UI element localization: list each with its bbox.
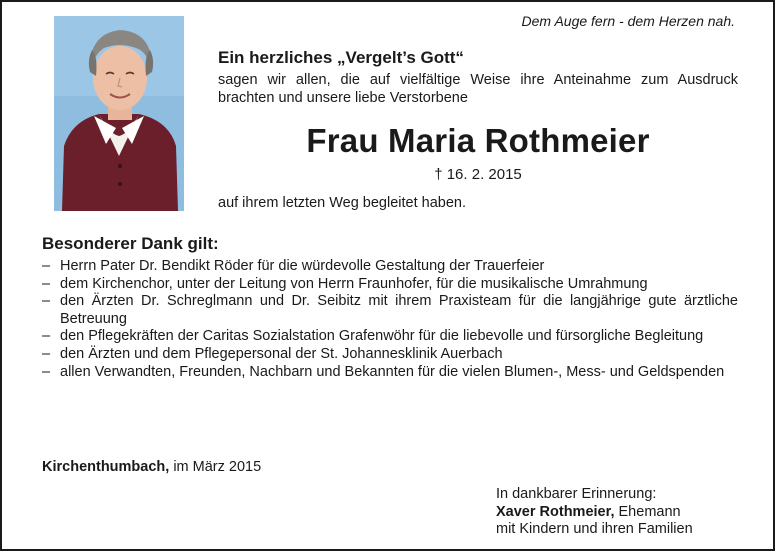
portrait-illustration: [54, 16, 184, 211]
list-item-text: Herrn Pater Dr. Bendikt Röder für die würdevolle Gestaltung der Trauerfeier: [60, 258, 545, 274]
deceased-name: Frau Maria Rothmeier: [306, 122, 650, 159]
list-item: [42, 364, 738, 382]
signatory-relation: Ehemann: [618, 503, 681, 520]
list-item-text: allen Verwandten, Freunden, Nachbarn und Bekannten für die vielen Blumen-, Mess- und Geldspenden: [60, 363, 725, 380]
dash: –: [42, 275, 51, 292]
list-item-text: den Ärzten und dem Pflegepersonal der St. Johannesklinik Auerbach: [60, 345, 503, 362]
intro-text: sagen wir allen, die auf vielfältige Weise ihre Anteinahme zum Ausdruck brachten und unsere liebe Verstorbene: [218, 72, 738, 106]
special-thanks-list: [42, 258, 738, 381]
signature-intro: In dankbarer Erinnerung:: [496, 486, 657, 502]
date: im März 2015: [173, 459, 262, 475]
list-item-text: den Pflegekräften der Caritas Sozialstation Grafenwöhr für die liebevolle und fürsorgliche Begleitung: [60, 328, 704, 345]
list-item: [42, 328, 738, 346]
dash: –: [42, 363, 51, 380]
dash: –: [42, 258, 51, 274]
town: Kirchenthumbach,: [42, 459, 170, 475]
special-thanks-heading: Besonderer Dank gilt:: [42, 234, 219, 253]
signature-block: [496, 486, 693, 539]
place-and-date: [42, 459, 261, 475]
thanks-heading: Ein herzliches „Vergelt’s Gott“: [218, 48, 464, 67]
list-item: [42, 346, 738, 364]
dash: –: [42, 345, 51, 362]
closing-line: auf ihrem letzten Weg begleitet haben.: [218, 195, 467, 211]
signature-name-line: [496, 504, 693, 522]
list-item: [42, 293, 738, 328]
signatory-name: Xaver Rothmeier,: [496, 503, 615, 520]
list-item-text: den Ärzten Dr. Schreglmann und Dr. Seibitz mit ihrem Praxisteam für die langjährige gute ärztliche Betreuung: [60, 293, 738, 327]
signature-family: mit Kindern und ihren Familien: [496, 521, 693, 538]
death-date: † 16. 2. 2015: [434, 166, 522, 183]
list-item-text: dem Kirchenchor, unter der Leitung von Herrn Fraunhofer, für die musikalische Umrahmung: [60, 275, 648, 292]
dash: –: [42, 293, 51, 310]
motto: Dem Auge fern - dem Herzen nah.: [521, 13, 735, 29]
portrait-photo: [54, 16, 184, 211]
dash: –: [42, 328, 51, 345]
list-item: [42, 258, 738, 276]
list-item: [42, 276, 738, 294]
